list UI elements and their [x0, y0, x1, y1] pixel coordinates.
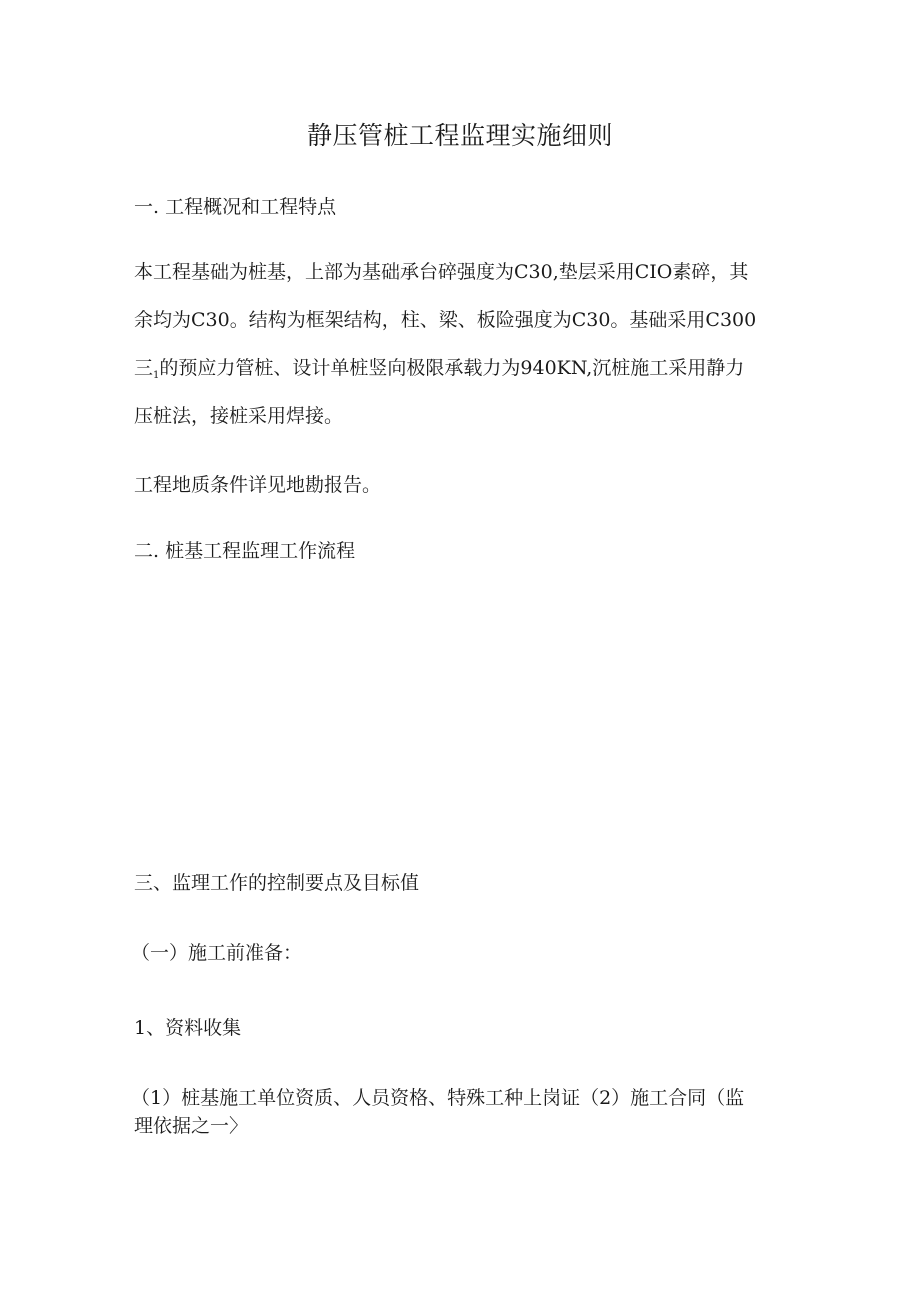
item-text-line: （1）桩基施工单位资质、人员资格、特殊工种上岗证（2）施工合同（监: [131, 1087, 745, 1109]
paragraph-line: 压桩法，接桩采用焊接。: [134, 405, 344, 427]
subsection-heading-preparation: （一）施工前准备：: [131, 942, 303, 964]
section-heading-workflow: 二. 桩基工程监理工作流程: [134, 540, 356, 562]
section-heading-control-points: 三、监理工作的控制要点及目标值: [134, 872, 420, 894]
paragraph-text: 三: [134, 357, 154, 379]
paragraph-text: 的预应力管桩、设计单桩竖向极限承载力为940KN,沉桩施工采用静力: [159, 357, 745, 379]
paragraph-line: 余均为C30。结构为框架结构，柱、梁、板险强度为C30。基础采用C300: [134, 309, 757, 331]
item-heading-data-collection: 1、资料收集: [134, 1017, 242, 1039]
document-title: 静压管桩工程监理实施细则: [306, 121, 613, 150]
item-text-line: 理依据之一〉: [134, 1115, 249, 1137]
section-heading-overview: 一. 工程概况和工程特点: [134, 196, 337, 218]
paragraph-line: [134, 355, 784, 389]
subscript-text: 1: [153, 370, 160, 381]
paragraph-geology: 工程地质条件详见地勘报告。: [134, 474, 382, 496]
paragraph-line: 本工程基础为桩基，上部为基础承台碎强度为C30,垫层采用CIO素碎，其: [134, 261, 749, 283]
